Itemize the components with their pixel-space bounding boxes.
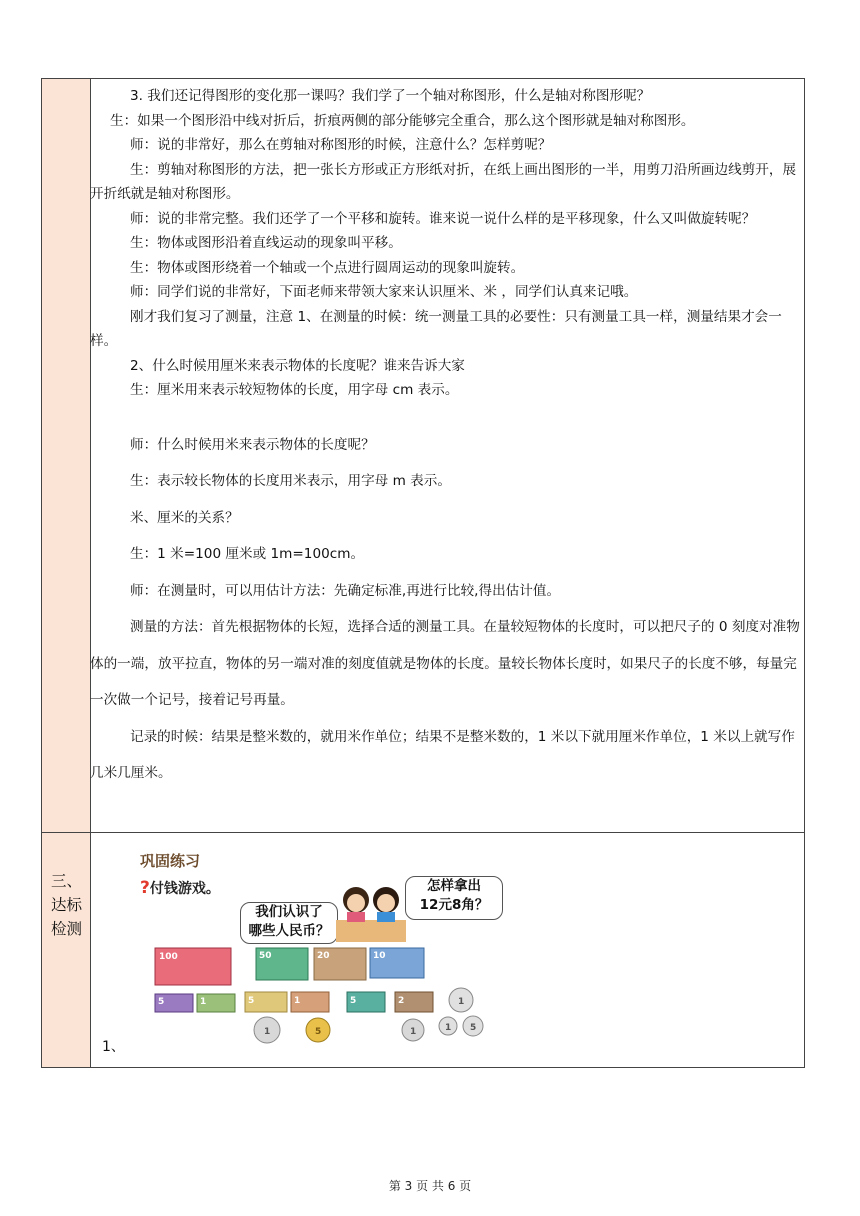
banknote-2-fen-label: 2 xyxy=(398,996,405,1006)
paragraph-3: 师：说的非常好，那么在剪轴对称图形的时候，注意什么？怎样剪呢？ xyxy=(130,137,552,153)
question-mark-icon: ? xyxy=(140,878,150,898)
paragraph-6: 生：物体或图形沿着直线运动的现象叫平移。 xyxy=(130,235,402,251)
coin-1-fen-b-label: 1 xyxy=(445,1023,452,1033)
banknote-20-label: 20 xyxy=(317,951,330,961)
section-label-line2: 达标 xyxy=(50,896,82,914)
exercise-question-text: 付钱游戏。 xyxy=(149,881,220,897)
paragraph-7: 生：物体或图形绕着一个轴或一个点进行圆周运动的现象叫旋转。 xyxy=(130,259,525,276)
banknote-1-jiao-label: 1 xyxy=(294,996,301,1006)
paragraph-18: 记录的时候：结果是整米数的，就用米作单位；结果不是整米数的，1 米以下就用厘米作单位，1 米以上就写作几米几厘米。 xyxy=(90,728,795,781)
paragraph-12: 师：什么时候用米来表示物体的长度呢？ xyxy=(130,436,375,453)
banknote-5-jiao-label: 5 xyxy=(248,996,255,1006)
banknote-5-fen-label: 5 xyxy=(350,996,357,1006)
coin-5-fen-label: 5 xyxy=(470,1023,477,1033)
paragraph-13: 生：表示较长物体的长度用米表示，用字母 m 表示。 xyxy=(130,473,451,489)
coin-1-yuan-label: 1 xyxy=(264,1027,271,1037)
row-divider xyxy=(42,832,804,833)
bubble-right-line1: 怎样拿出 xyxy=(427,878,481,894)
paragraph-17: 测量的方法：首先根据物体的长短，选择合适的测量工具。在量较短物体的长度时，可以把尺子的 0 刻度对准物体的一端，放平拉直，物体的另一端对准的刻度值就是物体的长度。量较长物体长度时，如果尺子的长度不够，每量完一次做一个记号，接着记号再量。 xyxy=(90,619,800,708)
lesson-content xyxy=(90,84,800,792)
page-footer: 第 3 页 共 6 页 xyxy=(388,1179,472,1193)
paragraph-14: 米、厘米的关系？ xyxy=(130,509,239,526)
coin-1-fen-label: 1 xyxy=(458,997,465,1007)
banknote-5-label: 5 xyxy=(158,997,165,1007)
banknote-100-label: 100 xyxy=(159,952,178,962)
paragraph-11: 生：厘米用来表示较短物体的长度，用字母 cm 表示。 xyxy=(130,382,459,398)
bubble-left-line1: 我们认识了 xyxy=(255,904,323,920)
blank-line xyxy=(90,403,800,427)
paragraph-1: 3. 我们还记得图形的变化那一课吗？我们学了一个轴对称图形，什么是轴对称图形呢？ xyxy=(130,88,651,104)
exercise-number: 1、 xyxy=(102,1039,125,1055)
section-label-line3: 检测 xyxy=(50,920,82,938)
section-label-line1: 三、 xyxy=(50,872,82,890)
bubble-left-line2: 哪些人民币？ xyxy=(248,923,330,939)
paragraph-4: 生：剪轴对称图形的方法，把一张长方形或正方形纸对折，在纸上画出图形的一半，用剪刀沿所画边线剪开，展开折纸就是轴对称图形。 xyxy=(90,161,797,202)
coin-1-jiao-label: 1 xyxy=(410,1027,417,1037)
paragraph-16: 师：在测量时，可以用估计方法：先确定标准,再进行比较,得出估计值。 xyxy=(130,582,561,599)
section-label xyxy=(42,869,91,941)
exercise-question xyxy=(140,878,220,898)
banknote-1-label: 1 xyxy=(200,997,207,1007)
coin-5-jiao-label: 5 xyxy=(315,1027,322,1037)
children-illustration xyxy=(336,878,406,942)
paragraph-8: 师：同学们说的非常好，下面老师来带领大家来认识厘米、米 ，同学们认真来记哦。 xyxy=(130,284,638,300)
banknote-10-label: 10 xyxy=(373,951,386,961)
paragraph-5: 师：说的非常完整。我们还学了一个平移和旋转。谁来说一说什么样的是平移现象，什么又叫做旋转呢？ xyxy=(130,210,756,227)
exercise-title: 巩固练习 xyxy=(140,852,201,870)
paragraph-10: 2、什么时候用厘米来表示物体的长度呢？谁来告诉大家 xyxy=(130,357,465,374)
paragraph-9: 刚才我们复习了测量，注意 1、在测量的时候：统一测量工具的必要性：只有测量工具一样，测量结果才会一样。 xyxy=(90,308,782,349)
paragraph-15: 生：1 米=100 厘米或 1m=100cm。 xyxy=(130,546,365,562)
bubble-right-line2: 12元8角？ xyxy=(419,897,489,913)
paragraph-2: 生：如果一个图形沿中线对折后，折痕两侧的部分能够完全重合，那么这个图形就是轴对称图形。 xyxy=(110,112,695,129)
banknote-50-label: 50 xyxy=(259,951,272,961)
speech-bubble-right xyxy=(405,876,503,920)
speech-bubble-left xyxy=(240,902,338,944)
